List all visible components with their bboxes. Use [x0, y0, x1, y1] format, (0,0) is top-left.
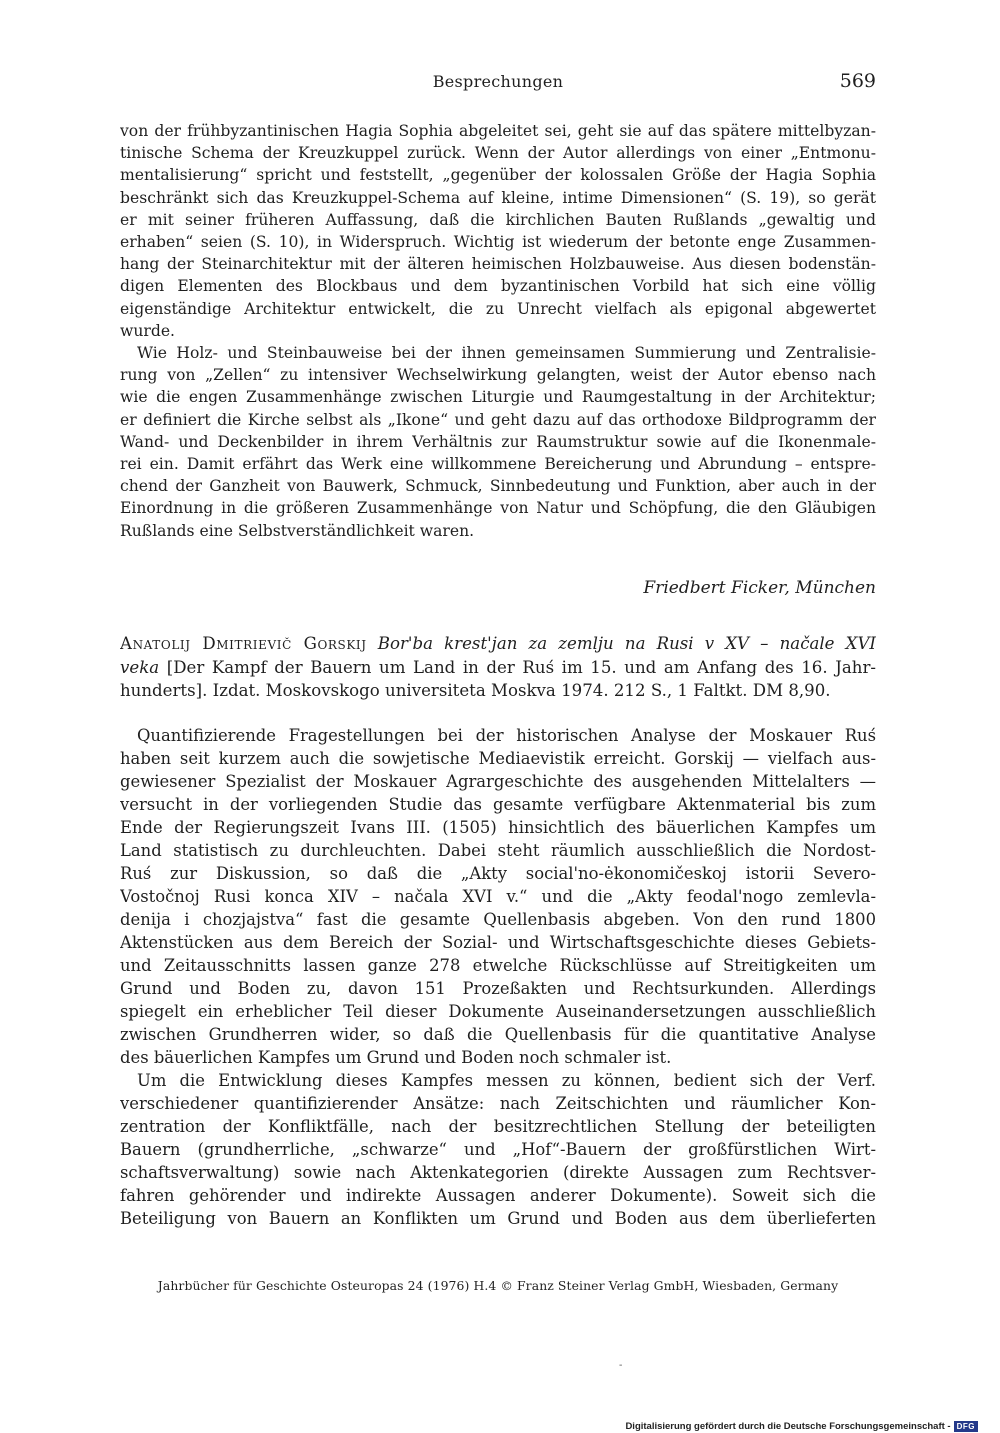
text-line: wurde. [120, 321, 176, 340]
biblio-line-3: hunderts]. Izdat. Moskovskogo universiteta Moskva 1974. 212 S., 1 Faltkt. DM 8,90. [120, 681, 831, 700]
reviewer-signature: Friedbert Ficker, München [643, 578, 876, 598]
text-line: beschränkt sich das Kreuzkuppel-Schema auf kleine, intime Dimensionen“ (S. 19), so gerät [120, 188, 876, 207]
text-line: er definiert die Kirche selbst als „Ikone“ und geht dazu auf das orthodoxe Bildprogramm der [120, 410, 876, 429]
review-ficker-paragraph-1 [120, 120, 876, 342]
review-ficker-paragraph-2 [120, 342, 876, 542]
text-line: Grund und Boden zu, davon 151 Prozeßakten und Rechtsurkunden. Allerdings [120, 979, 876, 998]
book-details: [Der Kampf der Bauern um Land in der Ruś im 15. und am Anfang des 16. Jahr- [166, 657, 876, 677]
bibliographic-entry [120, 632, 876, 703]
text-line: versucht in der vorliegenden Studie das gesamte verfügbare Aktenmaterial bis zum [120, 795, 876, 814]
text-line: Bauern (grundherrliche, „schwarze“ und „Hof“-Bauern der großfürstlichen Wirt- [120, 1140, 876, 1159]
review-gorskij-paragraph-1 [120, 724, 876, 1069]
text-line: Ruś zur Diskussion, so daß die „Akty social'no-ėkonomičeskoj istorii Severo- [120, 864, 876, 883]
text-line: Einordnung in die größeren Zusammenhänge von Natur und Schöpfung, die den Gläubigen [120, 499, 876, 518]
text-line: Aktenstücken aus dem Bereich der Sozial- und Wirtschaftsgeschichte dieses Gebiets- [120, 933, 876, 952]
text-line: erhaben“ seien (S. 10), in Widerspruch. Wichtig ist wiederum der betonte enge Zusammen- [120, 233, 876, 252]
text-line: Vostočnoj Rusi konca XIV – načala XVI v.“ und die „Akty feodal'nogo zemlevla- [120, 887, 876, 906]
text-line: rei ein. Damit erfährt das Werk eine willkommene Bereicherung und Abrundung – entspre- [120, 455, 876, 474]
journal-footnote: Jahrbücher für Geschichte Osteuropas 24 (1976) H.4 © Franz Steiner Verlag GmbH, Wiesbaden, Germany [157, 1278, 839, 1293]
scan-mark: - [619, 1360, 623, 1371]
text-line: denija i chozjajstva“ fast die gesamte Quellenbasis abgeben. Von den rund 1800 [120, 910, 876, 929]
text-line: Land statistisch zu durchleuchten. Dabei steht räumlich ausschließlich die Nordost- [120, 841, 876, 860]
text-line: tinische Schema der Kreuzkuppel zurück. Wenn der Autor allerdings von einer „Entmonu- [120, 144, 876, 163]
text-line: Quantifizierende Fragestellungen bei der historischen Analyse der Moskauer Ruś [137, 726, 876, 745]
biblio-line-2 [120, 656, 876, 680]
page-number: 569 [839, 70, 876, 92]
digitization-credit-text: Digitalisierung gefördert durch die Deutsche Forschungsgemeinschaft - [625, 1420, 951, 1432]
text-line: mentalisierung“ spricht und feststellt, „gegenüber der kolossalen Größe der Hagia Sophia [120, 166, 876, 185]
text-line: verschiedener quantifizierender Ansätze: nach Zeitschichten und räumlicher Kon- [120, 1094, 876, 1113]
running-head: Besprechungen [432, 72, 564, 91]
text-line: Ende der Regierungszeit Ivans III. (1505) hinsichtlich des bäuerlichen Kampfes um [120, 818, 876, 837]
page-header [120, 72, 876, 102]
text-line: spiegelt ein erheblicher Teil dieser Dokumente Auseinandersetzungen ausschließlich [120, 1002, 876, 1021]
text-line: zentration der Konfliktfälle, nach der besitzrechtlichen Stellung der beteiligten [120, 1117, 876, 1136]
text-line: des bäuerlichen Kampfes um Grund und Boden noch schmaler ist. [120, 1048, 672, 1067]
dfg-logo-icon: DFG [954, 1421, 978, 1432]
text-line: und Zeitausschnitts lassen ganze 278 etwelche Rückschlüsse auf Streitigkeiten um [120, 956, 876, 975]
text-line: fahren gehörender und indirekte Aussagen anderer Dokumente). Soweit sich die [120, 1186, 876, 1205]
text-line: Beteiligung von Bauern an Konflikten um Grund und Boden aus dem überlieferten [120, 1209, 876, 1228]
biblio-line-1 [120, 632, 876, 656]
text-line: haben seit kurzem auch die sowjetische Mediaevistik erreicht. Gorskij — vielfach aus- [120, 749, 876, 768]
text-line: chend der Ganzheit von Bauwerk, Schmuck, Sinnbedeutung und Funktion, aber auch in der [120, 477, 876, 496]
review-gorskij-paragraph-2 [120, 1069, 876, 1230]
text-line: von der frühbyzantinischen Hagia Sophia abgeleitet sei, geht sie auf das spätere mittelbyzan- [120, 122, 876, 140]
text-line: hang der Steinarchitektur mit der älteren heimischen Holzbauweise. Aus diesen bodenstän- [120, 255, 876, 274]
review-gorskij [120, 724, 876, 1230]
text-line: digen Elementen des Blockbaus und dem byzantinischen Vorbild hat sich eine völlig [120, 277, 876, 296]
text-line: Um die Entwicklung dieses Kampfes messen zu können, bedient sich der Verf. [137, 1071, 876, 1090]
text-line: Rußlands eine Selbstverständlichkeit waren. [120, 521, 475, 540]
book-title: Bor'ba krest'jan za zemlju na Rusi v XV – načale XVI [377, 634, 876, 653]
text-line: Wand- und Deckenbilder in ihrem Verhältnis zur Raumstruktur sowie auf die Ikonenmale- [120, 432, 876, 451]
text-line: schaftsverwaltung) sowie nach Aktenkategorien (direkte Aussagen zum Rechtsver- [120, 1163, 876, 1182]
text-line: rung von „Zellen“ zu intensiver Wechselwirkung gelangten, weist der Autor ebenso nach [120, 366, 876, 385]
text-line: wie die engen Zusammenhänge zwischen Liturgie und Raumgestaltung in der Architektur; [120, 388, 876, 407]
text-line: zwischen Grundherren wider, so daß die Quellenbasis für die quantitative Analyse [120, 1025, 876, 1044]
text-line: er mit seiner früheren Auffassung, daß die kirchlichen Bauten Rußlands „gewaltig und [120, 210, 876, 229]
book-author: Anatolij Dmitrievič Gorskij [120, 634, 367, 653]
book-title-continued: veka [120, 657, 160, 677]
review-ficker [120, 120, 876, 542]
text-line: Wie Holz- und Steinbauweise bei der ihnen gemeinsamen Summierung und Zentralisie- [137, 344, 876, 363]
text-line: gewiesener Spezialist der Moskauer Agrargeschichte des ausgehenden Mittelalters — [120, 772, 876, 791]
text-line: eigenständige Architektur entwickelt, die zu Unrecht vielfach als epigonal abgewertet [120, 299, 876, 318]
